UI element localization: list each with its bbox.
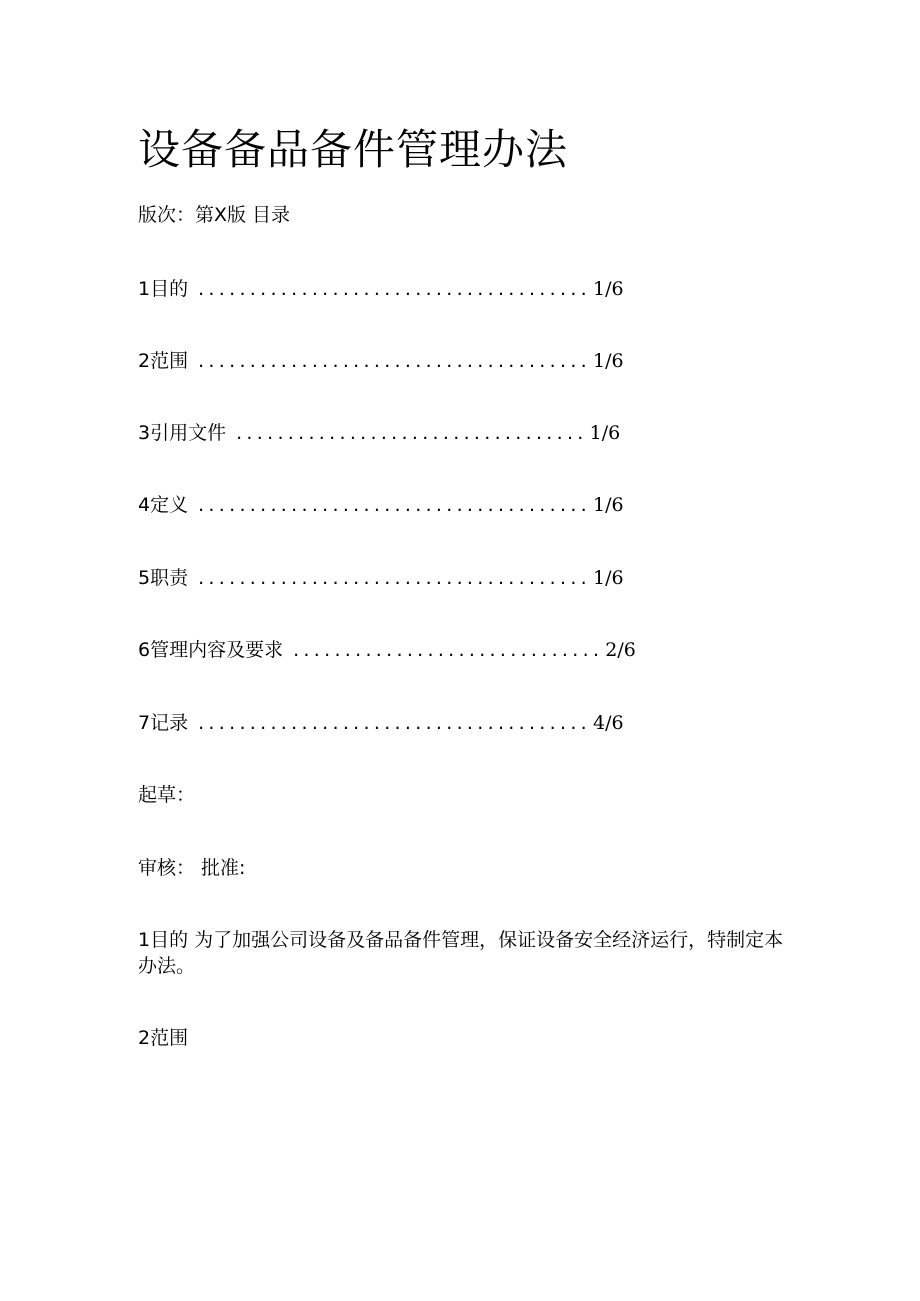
- toc-label: 5职责: [138, 567, 189, 589]
- review-approve-label: 审核： 批准:: [138, 857, 246, 879]
- toc-label: 7记录: [138, 712, 189, 734]
- toc-leader-dots: ......................................: [198, 494, 591, 516]
- document-title: 设备备品备件管理办法: [138, 125, 569, 174]
- toc-item: [138, 710, 624, 736]
- toc-label: 2范围: [138, 350, 189, 372]
- section-1-paragraph: 1目的 为了加强公司设备及备品备件管理，保证设备安全经济运行，特制定本 办法。: [138, 929, 784, 977]
- toc-label: 4定义: [138, 494, 189, 516]
- version-line: 版次：第X版 目录: [138, 204, 291, 226]
- toc-leader-dots: ......................................: [198, 567, 591, 589]
- toc-label: 6管理内容及要求: [138, 639, 284, 661]
- toc-leader-dots: ......................................: [198, 712, 591, 734]
- toc-item: [138, 492, 624, 518]
- toc-leader-dots: ......................................: [198, 278, 591, 300]
- toc-page-number: 1/6: [593, 494, 624, 516]
- toc-label: 1目的: [138, 278, 189, 300]
- toc-page-number: 1/6: [593, 278, 624, 300]
- toc-item: [138, 420, 620, 446]
- toc-item: [138, 276, 624, 302]
- toc-page-number: 1/6: [593, 350, 624, 372]
- section-2-heading: 2范围: [138, 1027, 189, 1049]
- toc-page-number: 1/6: [589, 422, 621, 444]
- toc-page-number: 2/6: [605, 639, 636, 661]
- toc-leader-dots: ......................................: [198, 350, 591, 372]
- toc-page-number: 1/6: [593, 567, 624, 589]
- draft-signature-label: 起草：: [138, 784, 196, 806]
- toc-item: [138, 348, 624, 374]
- toc-item: [138, 565, 624, 591]
- toc-leader-dots: ..................................: [236, 422, 588, 444]
- toc-label: 3引用文件: [138, 422, 227, 444]
- toc-leader-dots: ..............................: [293, 639, 604, 661]
- toc-item: [138, 637, 636, 663]
- toc-page-number: 4/6: [593, 712, 624, 734]
